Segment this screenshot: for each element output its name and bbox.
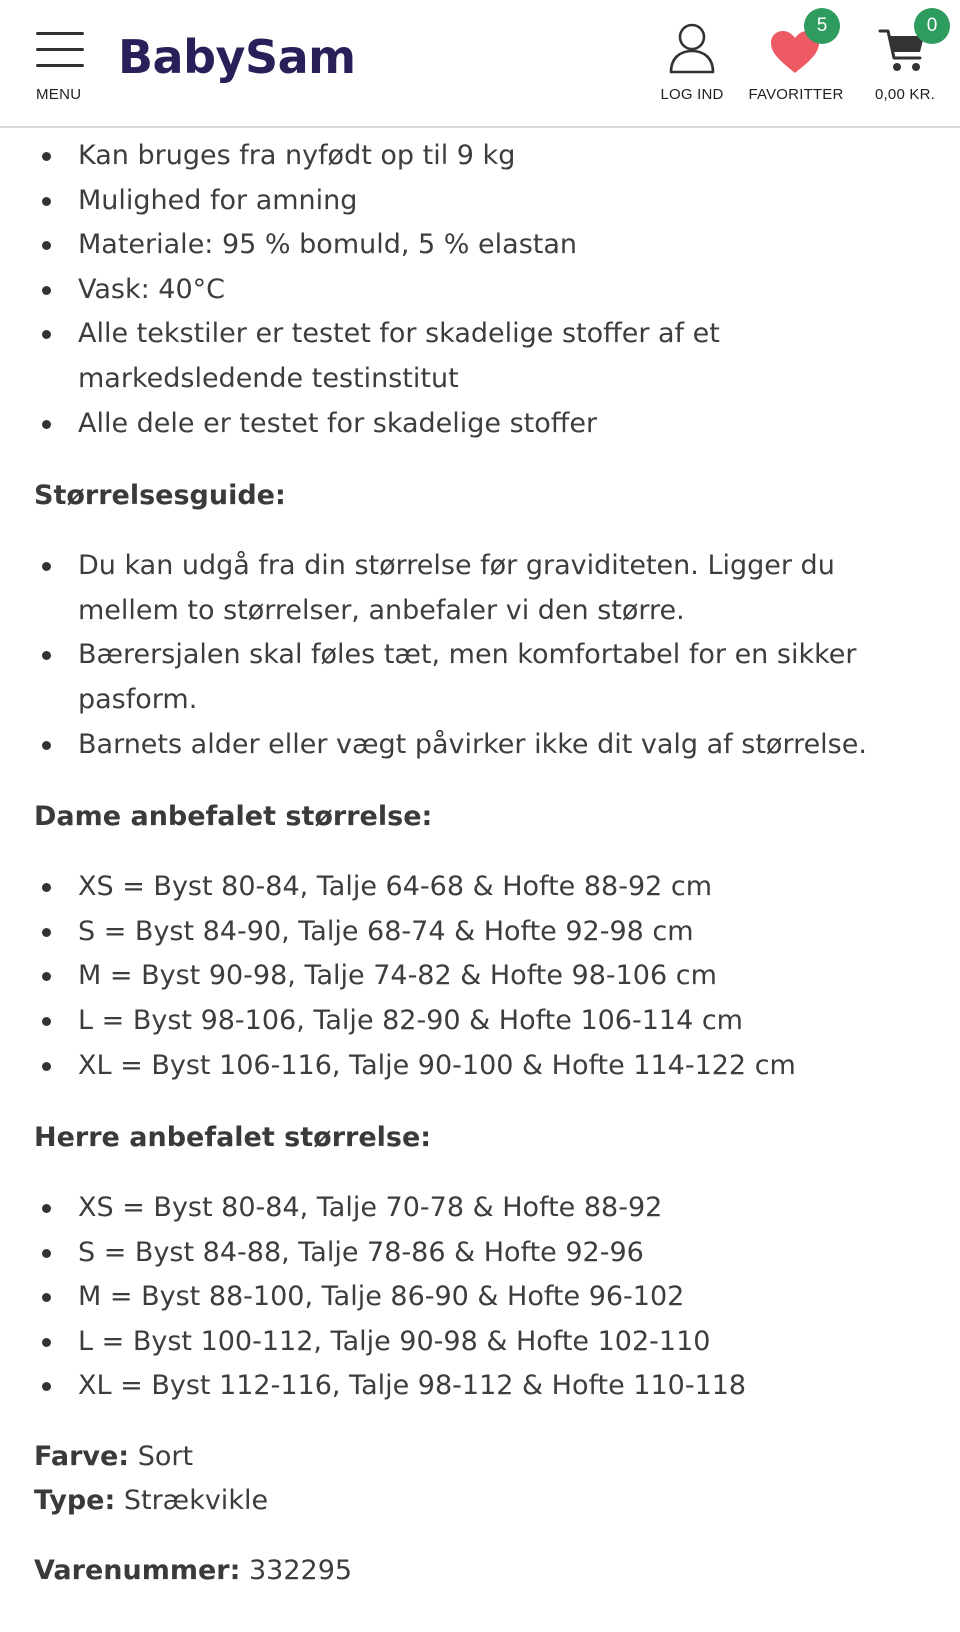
feature-list — [34, 134, 934, 446]
sku-property — [34, 1549, 934, 1593]
list-item: XL = Byst 112-116, Talje 98-112 & Hofte 110-118 — [34, 1364, 934, 1409]
cart-total-label: 0,00 KR. — [875, 86, 935, 103]
men-size-heading: Herre anbefalet størrelse: — [34, 1122, 432, 1154]
list-item: Mulighed for amning — [34, 179, 934, 224]
list-item: XS = Byst 80-84, Talje 70-78 & Hofte 88-92 — [34, 1186, 934, 1231]
hamburger-icon-bar — [36, 48, 84, 51]
women-size-list — [34, 865, 934, 1088]
color-label: Farve: — [34, 1441, 130, 1473]
women-size-heading: Dame anbefalet størrelse: — [34, 801, 433, 833]
cart-count-badge: 0 — [914, 8, 950, 44]
favorites-button[interactable] — [738, 15, 854, 108]
list-item: Bærersjalen skal føles tæt, men komfortabel for en sikker pasform. — [34, 633, 934, 722]
site-header — [0, 0, 960, 128]
hamburger-icon-bar — [36, 64, 84, 67]
list-item: XS = Byst 80-84, Talje 64-68 & Hofte 88-92 cm — [34, 865, 934, 910]
list-item: Alle tekstiler er testet for skadelige stoffer af et markedsledende testinstitut — [34, 312, 934, 401]
type-value: Strækvikle — [123, 1485, 269, 1517]
sku-label: Varenummer: — [34, 1555, 241, 1587]
cart-button[interactable] — [858, 15, 952, 108]
list-item: Du kan udgå fra din størrelse før graviditeten. Ligger du mellem to størrelser, anbefaler vi den større. — [34, 544, 934, 633]
list-item: L = Byst 100-112, Talje 90-98 & Hofte 102-110 — [34, 1320, 934, 1365]
list-item: M = Byst 88-100, Talje 86-90 & Hofte 96-102 — [34, 1275, 934, 1320]
babysam-logo[interactable]: BabySam — [118, 30, 356, 84]
list-item: S = Byst 84-88, Talje 78-86 & Hofte 92-96 — [34, 1231, 934, 1276]
type-label: Type: — [34, 1485, 116, 1517]
list-item: Alle dele er testet for skadelige stoffer — [34, 402, 934, 447]
menu-button[interactable] — [36, 28, 84, 106]
user-icon — [668, 22, 716, 74]
list-item: Kan bruges fra nyfødt op til 9 kg — [34, 134, 934, 179]
list-item: M = Byst 90-98, Talje 74-82 & Hofte 98-106 cm — [34, 954, 934, 999]
list-item: S = Byst 84-90, Talje 68-74 & Hofte 92-98 cm — [34, 910, 934, 955]
list-item: Barnets alder eller vægt påvirker ikke dit valg af størrelse. — [34, 723, 934, 768]
sku-value: 332295 — [249, 1555, 353, 1587]
size-guide-list — [34, 544, 934, 767]
list-item: Vask: 40°C — [34, 268, 934, 313]
login-label: LOG IND — [660, 86, 724, 103]
favorites-count-badge: 5 — [804, 8, 840, 44]
list-item: XL = Byst 106-116, Talje 90-100 & Hofte 114-122 cm — [34, 1044, 934, 1089]
list-item: Materiale: 95 % bomuld, 5 % elastan — [34, 223, 934, 268]
product-description — [34, 100, 934, 1593]
menu-label: MENU — [36, 86, 82, 103]
color-value: Sort — [137, 1441, 194, 1473]
size-guide-heading: Størrelsesguide: — [34, 480, 286, 512]
type-property — [34, 1479, 934, 1523]
hamburger-icon — [36, 32, 84, 35]
men-size-list — [34, 1186, 934, 1409]
login-button[interactable] — [650, 18, 734, 108]
favorites-label: FAVORITTER — [748, 86, 844, 103]
list-item: L = Byst 98-106, Talje 82-90 & Hofte 106-114 cm — [34, 999, 934, 1044]
color-property — [34, 1435, 934, 1479]
